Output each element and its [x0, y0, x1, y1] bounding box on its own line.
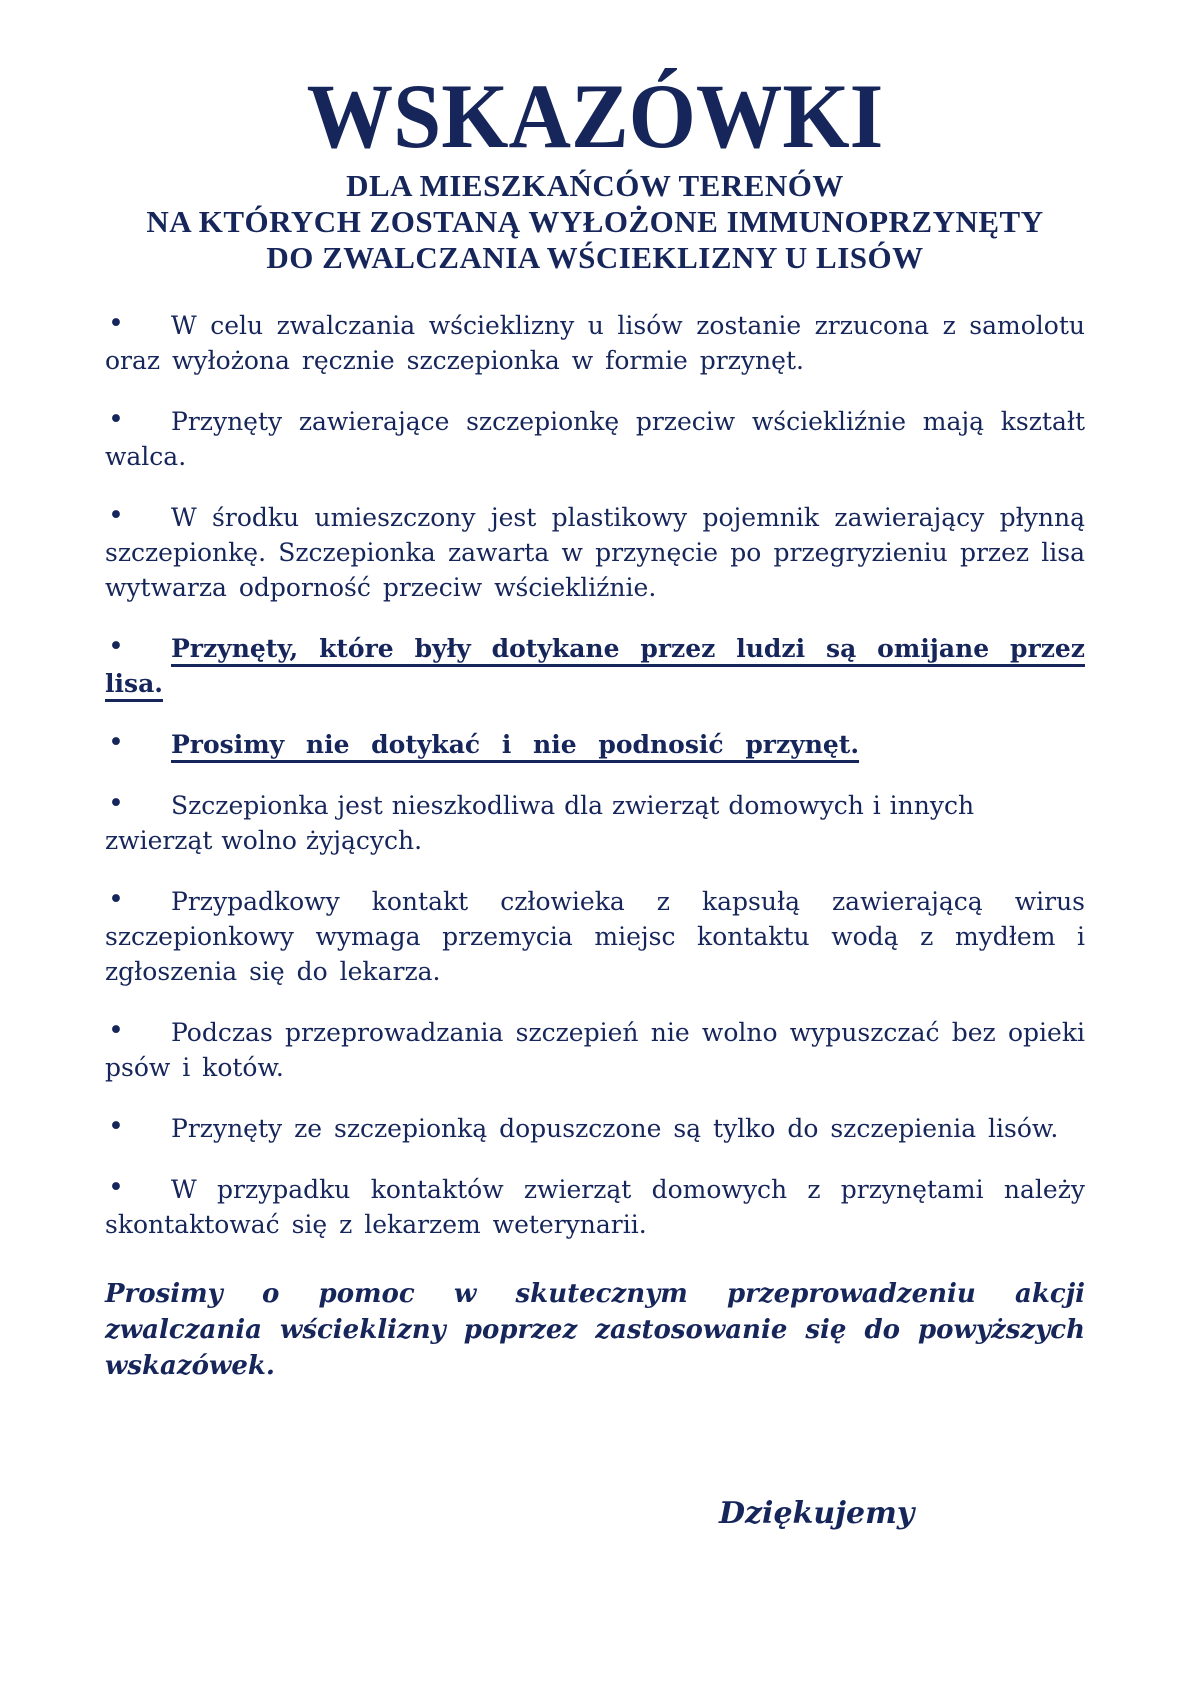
page-subtitle	[105, 168, 1085, 276]
bullet-text: Szczepionka jest nieszkodliwa dla zwierząt domowych i innych zwierząt wolno żyjących.	[105, 791, 975, 855]
bullet-text: Prosimy nie dotykać i nie podnosić przynęt.	[171, 730, 860, 759]
bullet-dot-icon: •	[108, 727, 124, 758]
bullet-dot-icon: •	[108, 1111, 124, 1142]
bullet-text: Przynęty, które były dotykane przez ludzi są omijane przez lisa.	[105, 634, 1085, 698]
bullet-text: W środku umieszczony jest plastikowy pojemnik zawierający płynną szczepionkę. Szczepionka zawarta w przynęcie po przegryzieniu przez lisa wytwarza odporność przeciw wściekliźnie.	[105, 503, 1085, 602]
page-title: WSKAZÓWKI	[306, 65, 884, 167]
bullet-item	[105, 308, 1085, 378]
bullet-item	[105, 727, 1085, 762]
bullet-list	[105, 308, 1085, 1242]
bullet-dot-icon: •	[108, 404, 124, 435]
bullet-text: Przynęty zawierające szczepionkę przeciw wściekliźnie mają kształt walca.	[105, 407, 1085, 471]
bullet-text: Podczas przeprowadzania szczepień nie wolno wypuszczać bez opieki psów i kotów.	[105, 1018, 1085, 1082]
bullet-item	[105, 1111, 1085, 1146]
signature-text: Dziękujemy	[719, 1496, 915, 1531]
bullet-dot-icon: •	[108, 884, 124, 915]
bullet-item	[105, 1015, 1085, 1085]
bullet-dot-icon: •	[108, 1015, 124, 1046]
subtitle-line-3: DO ZWALCZANIA WŚCIEKLIZNY U LISÓW	[266, 240, 924, 275]
subtitle-line-1: DLA MIESZKAŃCÓW TERENÓW	[346, 168, 844, 203]
bullet-text: Przynęty ze szczepionką dopuszczone są tylko do szczepienia lisów.	[171, 1114, 1059, 1143]
bullet-dot-icon: •	[108, 1172, 124, 1203]
bullet-dot-icon: •	[108, 788, 124, 819]
bullet-item	[105, 404, 1085, 474]
bullet-dot-icon: •	[108, 308, 124, 339]
bullet-dot-icon: •	[108, 631, 124, 662]
bullet-item	[105, 500, 1085, 605]
bullet-item	[105, 788, 1085, 858]
subtitle-line-2: NA KTÓRYCH ZOSTANĄ WYŁOŻONE IMMUNOPRZYNĘTY	[146, 204, 1044, 239]
bullet-text: Przypadkowy kontakt człowieka z kapsułą zawierającą wirus szczepionkowy wymaga przemycia miejsc kontaktu wodą z mydłem i zgłoszenia się do lekarza.	[105, 887, 1085, 986]
bullet-text: W przypadku kontaktów zwierząt domowych z przynętami należy skontaktować się z lekarzem weterynarii.	[105, 1175, 1085, 1239]
bullet-item	[105, 1172, 1085, 1242]
bullet-item	[105, 631, 1085, 701]
closing-paragraph: Prosimy o pomoc w skutecznym przeprowadzeniu akcji zwalczania wścieklizny poprzez zastosowanie się do powyższych wskazówek.	[105, 1279, 1085, 1381]
bullet-dot-icon: •	[108, 500, 124, 531]
bullet-text: W celu zwalczania wścieklizny u lisów zostanie zrzucona z samolotu oraz wyłożona ręcznie szczepionka w formie przynęt.	[105, 311, 1085, 375]
bullet-item	[105, 884, 1085, 989]
